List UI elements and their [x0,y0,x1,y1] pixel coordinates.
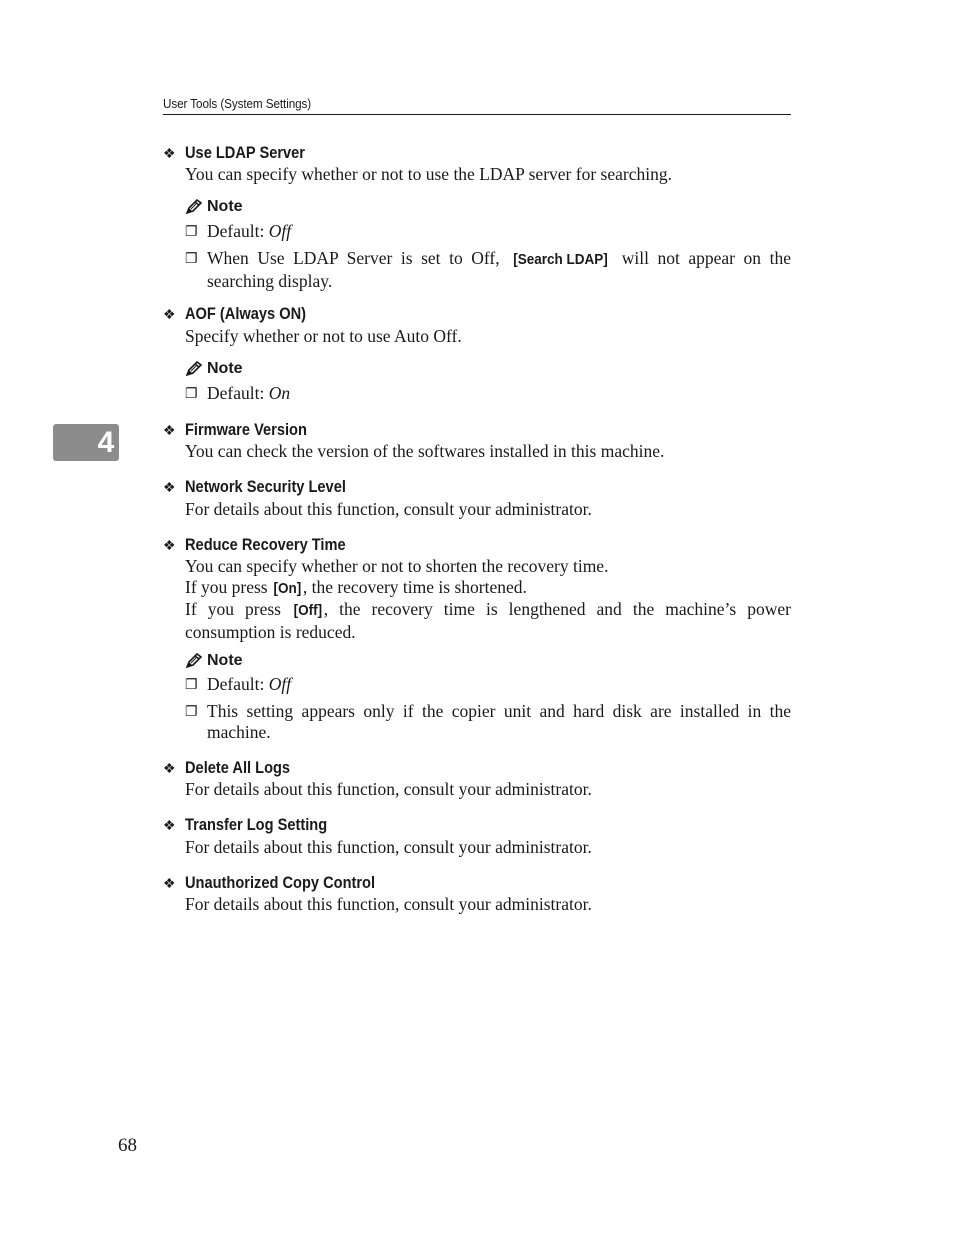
note-text: When Use LDAP Server is set to Off, [207,248,509,268]
default-label: Default: [207,674,269,694]
item-description [185,556,791,642]
off-key: [Off] [293,602,323,619]
item-title: Delete All Logs [185,758,291,777]
item-title: Network Security Level [185,477,346,496]
checkbox-icon: ❐ [185,252,198,267]
chapter-number: 4 [97,425,115,459]
note-item-default [185,221,791,242]
item-heading-reduce-recovery-time [163,534,372,556]
checkbox-icon: ❐ [185,225,198,240]
description-line [185,577,791,600]
item-title: AOF (Always ON) [185,304,307,323]
item-title: Firmware Version [185,420,307,439]
item-description: For details about this function, consult your administrator. [185,779,592,799]
description-line [185,599,791,642]
on-key: [On] [273,579,302,597]
note-heading [185,196,243,218]
item-description: For details about this function, consult your administrator. [185,499,592,519]
bullet-diamond-icon: ❖ [163,816,176,833]
item-heading-unauthorized-copy-control [163,872,406,894]
item-heading-transfer-log-setting [163,814,350,836]
page-number: 68 [118,1135,137,1156]
bullet-diamond-icon: ❖ [163,144,176,161]
item-heading-firmware-version [163,419,327,441]
header-rule [163,114,791,115]
note-heading [185,358,243,380]
chapter-tab [53,424,119,461]
text: , the recovery time is shortened. [302,576,527,597]
running-head: User Tools (System Settings) [163,96,312,111]
pencil-icon [185,199,203,215]
item-title: Reduce Recovery Time [185,535,346,554]
search-ldap-key: [Search LDAP] [513,251,608,268]
item-description: You can check the version of the softwares installed in this machine. [185,441,665,461]
bullet-diamond-icon: ❖ [163,759,176,776]
note-text: will not appear on the searching display. [207,248,791,291]
default-value: On [268,383,291,403]
note-label: Note [207,198,243,215]
checkbox-icon: ❐ [185,705,198,720]
default-label: Default: [207,221,269,241]
note-label: Note [207,360,243,377]
note-item-default [185,383,791,404]
item-title: Unauthorized Copy Control [185,873,376,892]
checkbox-icon: ❐ [185,678,198,693]
pencil-icon [185,653,203,669]
description-line: You can specify whether or not to shorten the recovery time. [185,556,609,576]
item-heading-aof [163,303,326,325]
pencil-icon [185,361,203,377]
bullet-diamond-icon: ❖ [163,305,176,322]
bullet-diamond-icon: ❖ [163,536,176,553]
item-description: For details about this function, consult your administrator. [185,894,592,914]
default-value: Off [268,674,292,694]
note-heading [185,650,243,672]
text: If you press [185,576,272,597]
bullet-diamond-icon: ❖ [163,478,176,495]
default-label: Default: [207,383,269,403]
note-label: Note [207,652,243,669]
item-description: Specify whether or not to use Auto Off. [185,326,462,346]
default-value: Off [268,221,292,241]
note-text: This setting appears only if the copier unit and hard disk are installed in the machine. [207,701,791,742]
item-description: For details about this function, consult your administrator. [185,837,592,857]
checkbox-icon: ❐ [185,387,198,402]
item-title: Transfer Log Setting [185,815,328,834]
item-heading-use-ldap-server [163,142,325,164]
note-item-search-ldap [185,248,791,291]
bullet-diamond-icon: ❖ [163,421,176,438]
text: If you press [185,599,293,619]
note-item-copier-unit [185,701,791,742]
item-description: You can specify whether or not to use the LDAP server for searching. [185,164,672,184]
item-heading-delete-all-logs [163,757,307,779]
item-title: Use LDAP Server [185,143,306,162]
note-item-default [185,674,791,695]
item-heading-network-security-level [163,476,372,498]
bullet-diamond-icon: ❖ [163,874,176,891]
text: , the recovery time is lengthened and the machine’s power consumption is reduced. [185,599,791,642]
